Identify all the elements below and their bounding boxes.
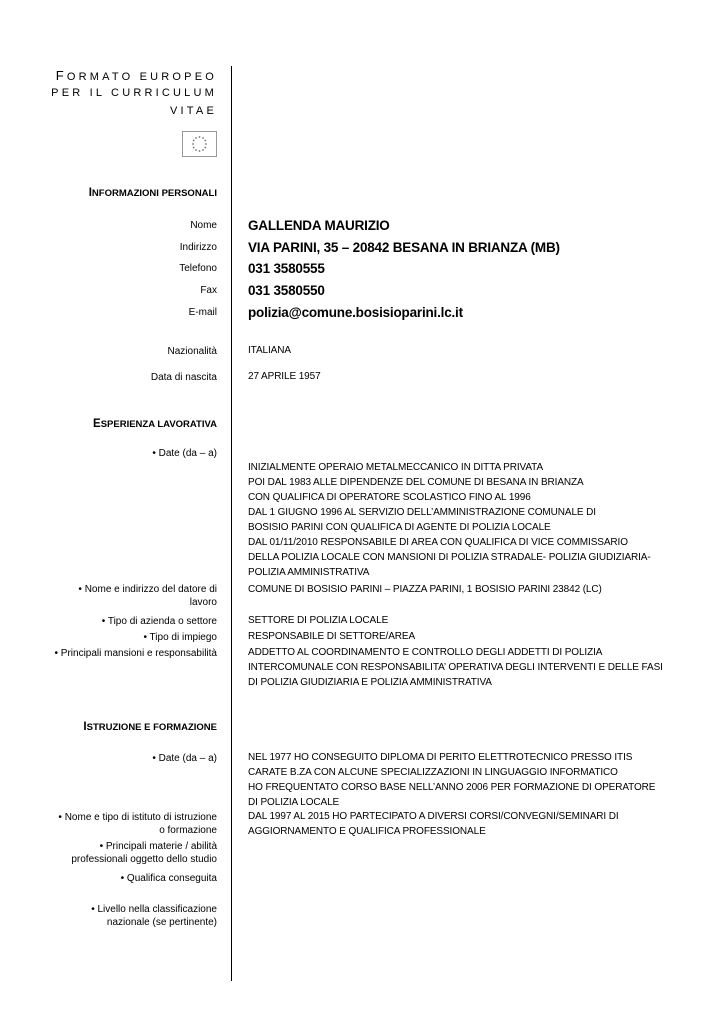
work-dates-label: • Date (da – a) [152, 448, 217, 459]
section-work-experience [20, 418, 217, 430]
cv-title-rest: ORMATO EUROPEO [66, 71, 217, 83]
subjects-label-line: • Principali materie / abilità [99, 841, 217, 852]
work-dates-line: DELLA POLIZIA LOCALE CON MANSIONI DI POLIZIA STRADALE- POLIZIA GIUDIZIARIA- [248, 552, 651, 563]
edu-dates-value [248, 750, 655, 810]
edu-dates-line: NEL 1977 HO CONSEGUITO DIPLOMA DI PERITO ELETTROTECNICO PRESSO ITIS [248, 752, 633, 763]
institute-label-line: o formazione [159, 825, 217, 836]
section-education [20, 721, 217, 733]
duties-value [248, 645, 663, 690]
section-rest: SPERIENZA LAVORATIVA [100, 419, 217, 430]
employer-label [78, 583, 217, 609]
duties-line: ADDETTO AL COORDINAMENTO E CONTROLLO DEGLI ADDETTI DI POLIZIA [248, 647, 603, 658]
email-label: E-mail [188, 307, 217, 318]
name-label: Nome [190, 220, 217, 231]
work-dates-line: INIZIALMENTE OPERAIO METALMECCANICO IN DITTA PRIVATA [248, 462, 544, 473]
cv-title-line1 [20, 67, 217, 86]
column-divider [231, 66, 232, 981]
duties-line: INTERCOMUNALE CON RESPONSABILITA’ OPERATIVA DEGLI INTERVENTI E DELLE FASI [248, 662, 663, 673]
address-label: Indirizzo [179, 242, 217, 253]
subjects-label-line: professionali oggetto dello studio [71, 854, 217, 865]
institute-value [248, 809, 619, 839]
employer-label-line: lavoro [189, 597, 217, 608]
email-value[interactable]: polizia@comune.bosisioparini.lc.it [248, 305, 463, 320]
work-dates-line: DAL 1 GIUGNO 1996 AL SERVIZIO DELL’AMMINISTRAZIONE COMUNALE DI [248, 507, 596, 518]
institute-line: DAL 1997 AL 2015 HO PARTECIPATO A DIVERSI CORSI/CONVEGNI/SEMINARI DI [248, 811, 619, 822]
name-value: GALLENDA MAURIZIO [248, 218, 390, 233]
nationality-label: Nazionalità [167, 346, 217, 357]
edu-dates-line: DI POLIZIA LOCALE [248, 797, 340, 808]
subjects-label [71, 840, 217, 866]
institute-label [58, 811, 217, 837]
section-personal-info [20, 187, 217, 199]
section-initial: E [93, 418, 101, 430]
birthdate-label: Data di nascita [150, 372, 217, 383]
work-dates-line: POI DAL 1983 ALLE DIPENDENZE DEL COMUNE DI BESANA IN BRIANZA [248, 477, 584, 488]
edu-dates-label: • Date (da – a) [152, 753, 217, 764]
institute-line: AGGIORNAMENTO E QUALIFICA PROFESSIONALE [248, 826, 486, 837]
sector-value: SETTORE DI POLIZIA LOCALE [248, 615, 389, 626]
level-label-line: • Livello nella classificazione [91, 904, 217, 915]
work-dates-line: DAL 01/11/2010 RESPONSABILE DI AREA CON QUALIFICA DI VICE COMMISSARIO [248, 537, 628, 548]
job-type-label: • Tipo di impiego [143, 632, 217, 643]
address-value: VIA PARINI, 35 – 20842 BESANA IN BRIANZA (MB) [248, 240, 560, 255]
cv-title-line3: VITAE [170, 105, 217, 117]
fax-value: 031 3580550 [248, 283, 325, 298]
cv-title-initial: F [55, 68, 67, 83]
section-rest: STRUZIONE E FORMAZIONE [86, 722, 217, 733]
birthdate-value: 27 APRILE 1957 [248, 371, 321, 382]
employer-label-line: • Nome e indirizzo del datore di [78, 584, 217, 595]
section-rest: NFORMAZIONI PERSONALI [91, 188, 217, 199]
cv-title-line2: PER IL CURRICULUM [51, 87, 217, 99]
phone-value: 031 3580555 [248, 261, 325, 276]
sector-label: • Tipo di azienda o settore [101, 616, 217, 627]
work-dates-line: CON QUALIFICA DI OPERATORE SCOLASTICO FINO AL 1996 [248, 492, 531, 503]
edu-dates-line: HO FREQUENTATO CORSO BASE NELL’ANNO 2006 PER FORMAZIONE DI OPERATORE [248, 782, 656, 793]
level-label-line: nazionale (se pertinente) [106, 917, 217, 928]
qualification-label: • Qualifica conseguita [120, 873, 217, 884]
duties-line: DI POLIZIA GIUDIZIARIA E POLIZIA AMMINISTRATIVA [248, 677, 492, 688]
nationality-value: ITALIANA [248, 345, 291, 356]
work-dates-line: POLIZIA AMMINISTRATIVA [248, 567, 370, 578]
work-dates-value [248, 460, 651, 580]
job-type-value: RESPONSABILE DI SETTORE/AREA [248, 631, 416, 642]
section-initial: I [83, 721, 87, 733]
edu-dates-line: CARATE B.ZA CON ALCUNE SPECIALIZZAZIONI IN LINGUAGGIO INFORMATICO [248, 767, 618, 778]
employer-value: COMUNE DI BOSISIO PARINI – PIAZZA PARINI, 1 BOSISIO PARINI 23842 (LC) [248, 584, 602, 595]
eu-flag-icon [182, 131, 217, 157]
section-initial: I [88, 187, 92, 199]
work-dates-line: BOSISIO PARINI CON QUALIFICA DI AGENTE DI POLIZIA LOCALE [248, 522, 551, 533]
institute-label-line: • Nome e tipo di istituto di istruzione [58, 812, 217, 823]
duties-label: • Principali mansioni e responsabilità [54, 648, 217, 659]
fax-label: Fax [200, 285, 217, 296]
level-label [91, 903, 217, 929]
phone-label: Telefono [179, 263, 217, 274]
